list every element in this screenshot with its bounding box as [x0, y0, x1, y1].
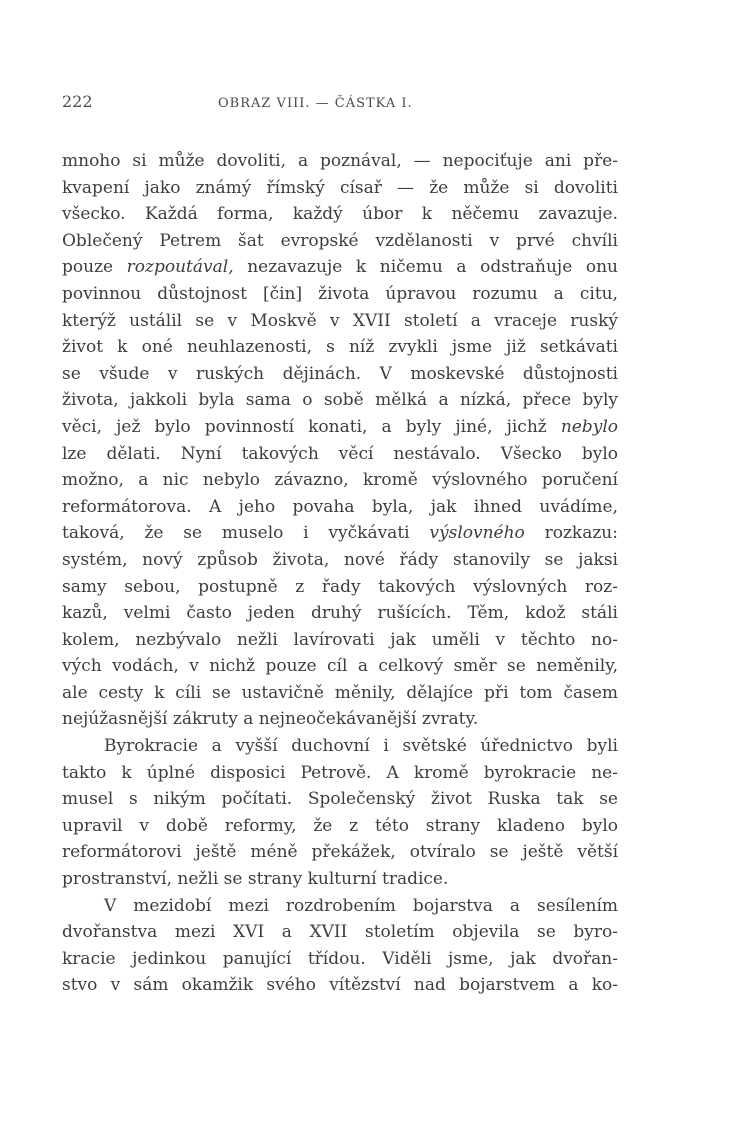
text-line: Byrokracie a vyšší duchovní i světské úřednictvo byli — [104, 736, 618, 757]
text-line: dvořanstva mezi XVI a XVII stoletím objevila se byro- — [62, 922, 618, 943]
text-line: samy sebou, postupně z řady takových výslovných roz- — [62, 576, 618, 597]
body-text — [62, 148, 618, 999]
text-line: upravil v době reformy, že z této strany kladeno bylo — [62, 815, 618, 836]
text-line: kvapení jako známý římský císař — že může si dovoliti — [62, 177, 618, 198]
text-fragment: věci, jež bylo povinností konati, a byly jiné, jichž — [62, 416, 561, 437]
text-line: prostranství, nežli se strany kulturní tradice. — [62, 869, 449, 890]
text-line: lze dělati. Nyní takových věcí nestávalo. Všecko bylo — [62, 443, 618, 464]
text-line: V mezidobí mezi rozdrobením bojarstva a sesílením — [104, 895, 618, 916]
text-line — [62, 254, 618, 281]
text-line: Oblečený Petrem šat evropské vzdělanosti v prvé chvíli — [62, 230, 618, 251]
text-line: kolem, nezbývalo nežli lavírovati jak uměli v těchto no- — [62, 629, 618, 650]
text-line: systém, nový způsob života, nové řády stanovily se jaksi — [62, 549, 618, 570]
text-line — [62, 414, 618, 441]
text-line: ale cesty k cíli se ustavičně měnily, dělajíce při tom časem — [62, 682, 618, 703]
text-line: nejúžasnější zákruty a nejneočekávanější zvraty. — [62, 709, 479, 730]
text-line: kterýž ustálil se v Moskvě v XVII století a vraceje ruský — [62, 310, 618, 331]
italic-emphasis: výslovného — [429, 523, 525, 544]
text-fragment: taková, že se muselo i vyčkávati — [62, 523, 430, 544]
text-line: všecko. Každá forma, každý úbor k něčemu zavazuje. — [62, 204, 618, 225]
text-line: kracie jedinkou panující třídou. Viděli jsme, jak dvořan- — [62, 948, 618, 969]
text-line: stvo v sám okamžik svého vítězství nad bojarstvem a ko- — [62, 975, 618, 996]
text-line: možno, a nic nebylo závazno, kromě výslovného poručení — [62, 470, 618, 491]
text-line: mnoho si může dovoliti, a poznával, — nepociťuje ani pře- — [62, 151, 618, 171]
text-line: takto k úplné disposici Petrově. A kromě byrokracie ne- — [62, 762, 618, 783]
text-line: života, jakkoli byla sama o sobě mělká a nízká, přece byly — [62, 390, 618, 411]
italic-emphasis: rozpoutával, — [126, 257, 234, 278]
page-header — [62, 92, 622, 118]
text-fragment: nezavazuje k ničemu a odstraňuje onu — [233, 257, 618, 278]
text-line: kazů, velmi často jeden druhý rušících. Těm, kdož stáli — [62, 603, 618, 624]
text-line: vých vodách, v nichž pouze cíl a celkový směr se neměnily, — [62, 656, 618, 677]
text-line: musel s nikým počítati. Společenský život Ruska tak se — [62, 789, 618, 810]
page-number: 222 — [62, 92, 93, 111]
text-line: se všude v ruských dějinách. V moskevské důstojnosti — [62, 363, 618, 384]
italic-emphasis: nebylo — [560, 416, 618, 437]
text-line — [62, 520, 618, 547]
text-line: reformátorovi ještě méně překážek, otvíralo se ještě větší — [62, 842, 618, 863]
text-line: život k oné neuhlazenosti, s níž zvykli jsme již setkávati — [62, 337, 618, 358]
running-title: OBRAZ VIII. — ČÁSTKA I. — [218, 96, 413, 111]
text-line: reformátorova. A jeho povaha byla, jak ihned uvádíme, — [62, 496, 618, 517]
text-line: povinnou důstojnost [čin] života úpravou rozumu a citu, — [62, 283, 618, 304]
text-fragment: pouze — [62, 257, 127, 278]
text-fragment: rozkazu: — [524, 523, 618, 544]
